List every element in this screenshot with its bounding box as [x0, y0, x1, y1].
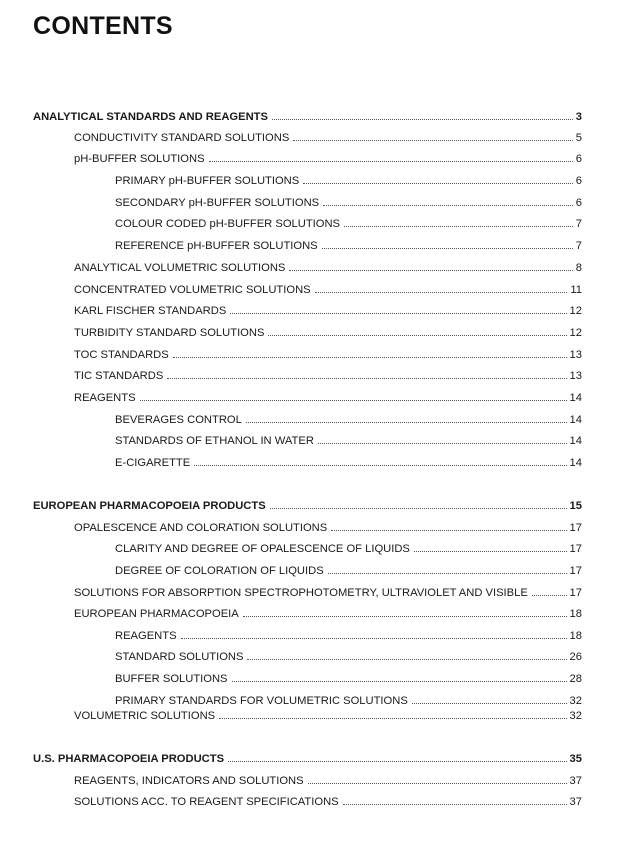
toc-leader-dots [219, 709, 566, 719]
toc-page-number: 18 [569, 608, 582, 620]
toc-leader-dots [194, 456, 566, 466]
toc-entry-label: BUFFER SOLUTIONS [115, 673, 228, 685]
toc-page-number: 7 [575, 218, 582, 230]
toc-entry[interactable] [115, 694, 582, 710]
toc-entry[interactable] [115, 456, 582, 472]
toc-entry[interactable] [74, 304, 582, 320]
toc-entry-label: VOLUMETRIC SOLUTIONS [74, 710, 216, 722]
toc-entry[interactable] [115, 650, 582, 666]
toc-leader-dots [243, 607, 567, 617]
toc-entry[interactable] [74, 391, 582, 407]
toc-leader-dots [343, 795, 567, 805]
toc-leader-dots [532, 586, 567, 596]
toc-leader-dots [270, 499, 567, 509]
toc-page-number: 14 [569, 435, 582, 447]
toc-entry[interactable] [115, 629, 582, 645]
toc-entry-label: REAGENTS, INDICATORS AND SOLUTIONS [74, 775, 304, 787]
toc-page-number: 3 [575, 111, 582, 123]
toc-leader-dots [289, 261, 572, 271]
toc-entry-label: CONCENTRATED VOLUMETRIC SOLUTIONS [74, 284, 311, 296]
toc-entry-label: REFERENCE pH-BUFFER SOLUTIONS [115, 240, 318, 252]
toc-page-number: 17 [569, 543, 582, 555]
toc-leader-dots [323, 196, 573, 206]
toc-page-number: 6 [575, 153, 582, 165]
toc-entry[interactable] [74, 774, 582, 790]
toc-entry[interactable] [115, 239, 582, 255]
toc-entry[interactable] [115, 542, 582, 558]
toc-entry[interactable] [115, 434, 582, 450]
toc-leader-dots [167, 369, 566, 379]
toc-entry-label: pH-BUFFER SOLUTIONS [74, 153, 205, 165]
toc-entry-label: BEVERAGES CONTROL [115, 414, 242, 426]
toc-entry[interactable] [74, 709, 582, 725]
toc-page-number: 35 [569, 753, 582, 765]
toc-page-number: 17 [569, 587, 582, 599]
toc-entry-label: OPALESCENCE AND COLORATION SOLUTIONS [74, 522, 328, 534]
toc-page-number: 12 [569, 305, 582, 317]
toc-leader-dots [228, 752, 567, 762]
toc-leader-dots [322, 239, 573, 249]
toc-entry[interactable] [74, 261, 582, 277]
toc-entry-label: U.S. PHARMACOPOEIA PRODUCTS [33, 753, 225, 765]
toc-leader-dots [331, 521, 566, 531]
toc-page-number: 32 [569, 695, 582, 707]
toc-entry-label: REAGENTS [74, 392, 136, 404]
toc-entry[interactable] [74, 348, 582, 364]
toc-entry[interactable] [115, 174, 582, 190]
toc-page-number: 14 [569, 414, 582, 426]
toc-leader-dots [140, 391, 567, 401]
toc-entry[interactable] [115, 217, 582, 233]
toc-leader-dots [230, 304, 566, 314]
toc-page-number: 13 [569, 349, 582, 361]
toc-entry-label: KARL FISCHER STANDARDS [74, 305, 227, 317]
toc-leader-dots [328, 564, 567, 574]
toc-leader-dots [209, 152, 573, 162]
toc-page-number: 13 [569, 370, 582, 382]
toc-entry-label: TURBIDITY STANDARD SOLUTIONS [74, 327, 265, 339]
toc-leader-dots [308, 774, 567, 784]
toc-entry-label: SECONDARY pH-BUFFER SOLUTIONS [115, 197, 320, 209]
toc-page-number: 28 [569, 673, 582, 685]
toc-entry-label: DEGREE OF COLORATION OF LIQUIDS [115, 565, 324, 577]
toc-page-number: 6 [575, 175, 582, 187]
toc-entry-label: REAGENTS [115, 630, 177, 642]
toc-page-number: 8 [575, 262, 582, 274]
toc-entry[interactable] [33, 499, 582, 515]
toc-entry-label: ANALYTICAL STANDARDS AND REAGENTS [33, 111, 268, 123]
toc-entry[interactable] [74, 607, 582, 623]
toc-page-number: 26 [569, 651, 582, 663]
toc-leader-dots [318, 434, 567, 444]
toc-entry-label: STANDARD SOLUTIONS [115, 651, 244, 663]
toc-page-number: 18 [569, 630, 582, 642]
toc-entry[interactable] [33, 752, 582, 768]
toc-entry-label: TIC STANDARDS [74, 370, 164, 382]
toc-entry[interactable] [115, 672, 582, 688]
toc-entry-label: CONDUCTIVITY STANDARD SOLUTIONS [74, 132, 290, 144]
toc-entry-label: SOLUTIONS FOR ABSORPTION SPECTROPHOTOMETRY, ULTRAVIOLET AND VISIBLE [74, 587, 528, 599]
toc-leader-dots [293, 131, 572, 141]
toc-leader-dots [232, 672, 567, 682]
toc-entry[interactable] [115, 196, 582, 212]
toc-page-number: 37 [569, 775, 582, 787]
toc-entry-label: EUROPEAN PHARMACOPOEIA PRODUCTS [33, 500, 266, 512]
toc-entry-label: CLARITY AND DEGREE OF OPALESCENCE OF LIQUIDS [115, 543, 410, 555]
toc-entry[interactable] [74, 152, 582, 168]
toc-entry-label: ANALYTICAL VOLUMETRIC SOLUTIONS [74, 262, 286, 274]
toc-leader-dots [315, 283, 568, 293]
page-title: CONTENTS [33, 12, 173, 40]
toc-page-number: 32 [569, 710, 582, 722]
toc-entry[interactable] [74, 521, 582, 537]
toc-leader-dots [247, 650, 566, 660]
toc-leader-dots [412, 694, 567, 704]
toc-page-number: 6 [575, 197, 582, 209]
toc-page-number: 15 [569, 500, 582, 512]
toc-page-number: 17 [569, 522, 582, 534]
toc-entry[interactable] [74, 131, 582, 147]
toc-page-number: 17 [569, 565, 582, 577]
toc-entry-label: TOC STANDARDS [74, 349, 169, 361]
toc-page-number: 14 [569, 392, 582, 404]
toc-page-number: 12 [569, 327, 582, 339]
toc-leader-dots [181, 629, 567, 639]
toc-page-number: 7 [575, 240, 582, 252]
toc-entry[interactable] [74, 369, 582, 385]
toc-leader-dots [344, 217, 573, 227]
toc-entry[interactable] [74, 283, 582, 299]
toc-leader-dots [173, 348, 567, 358]
toc-leader-dots [414, 542, 567, 552]
toc-page-number: 11 [570, 284, 582, 296]
toc-entry-label: EUROPEAN PHARMACOPOEIA [74, 608, 239, 620]
toc-page-number: 37 [569, 796, 582, 808]
toc-entry-label: E-CIGARETTE [115, 457, 191, 469]
toc-page-number: 14 [569, 457, 582, 469]
toc-entry[interactable] [115, 413, 582, 429]
toc-entry-label: SOLUTIONS ACC. TO REAGENT SPECIFICATIONS [74, 796, 339, 808]
toc-entry-label: PRIMARY pH-BUFFER SOLUTIONS [115, 175, 300, 187]
toc-leader-dots [246, 413, 567, 423]
toc-entry[interactable] [33, 110, 582, 126]
toc-entry-label: COLOUR CODED pH-BUFFER SOLUTIONS [115, 218, 341, 230]
toc-page-number: 5 [575, 132, 582, 144]
toc-entry[interactable] [74, 795, 582, 811]
toc-entry[interactable] [74, 586, 582, 602]
toc-entry-label: STANDARDS OF ETHANOL IN WATER [115, 435, 314, 447]
toc-leader-dots [268, 326, 566, 336]
toc-entry[interactable] [74, 326, 582, 342]
toc-entry-label: PRIMARY STANDARDS FOR VOLUMETRIC SOLUTIONS [115, 695, 408, 707]
toc-leader-dots [272, 110, 573, 120]
toc-leader-dots [303, 174, 573, 184]
toc-entry[interactable] [115, 564, 582, 580]
